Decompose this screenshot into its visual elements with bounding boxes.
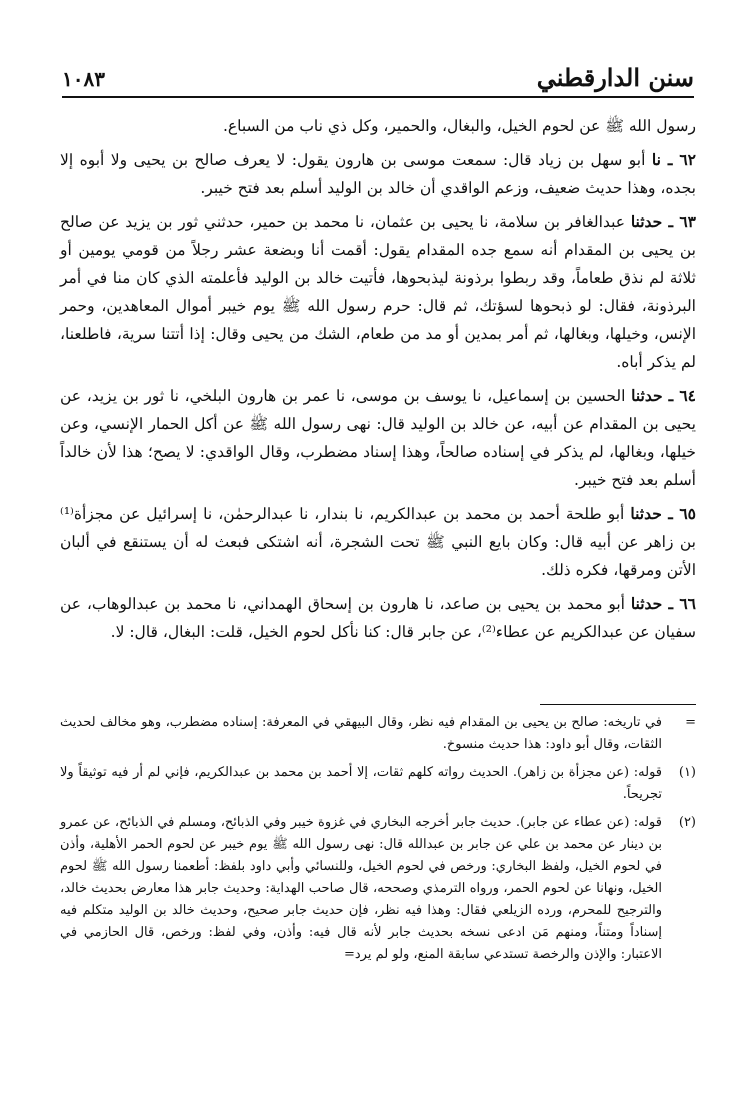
hadith-text: أبو سهل بن زياد قال: سمعت موسى بن هارون يقول: لا يعرف صالح بن يحيى ولا أبوه إلا بجده، وهذا حديث ضعيف، وزعم الواقدي أن خالد بن الوليد أسلم بعد فتح خيبر. — [60, 151, 696, 197]
hadith-65 — [60, 500, 696, 584]
footnote-1 — [60, 762, 696, 806]
main-text — [60, 112, 696, 652]
hadith-64 — [60, 382, 696, 494]
footnotes — [60, 712, 696, 972]
footnote-mark: (١) — [678, 765, 696, 780]
footnote-text: في تاريخه: صالح بن يحيى بن المقدام فيه نظر، وقال البيهقي في المعرفة: إسناده مضطرب، وهو مخالف لحديث الثقات، وقال أبو داود: هذا حديث منسوخ. — [60, 715, 662, 752]
hadith-66 — [60, 590, 696, 646]
paragraph-text: رسول الله ﷺ عن لحوم الخيل، والبغال، والحمير، وكل ذي ناب من السباع. — [222, 117, 696, 135]
paragraph-continuation — [60, 112, 696, 140]
hadith-text: أبو محمد بن يحيى بن صاعد، نا هارون بن إسحاق الهمداني، نا محمد بن عبدالوهاب، عن سفيان عن عبدالكريم عن عطاء⁽²⁾، عن جابر قال: كنا نأكل لحوم الخيل، قلت: البغال، قال: لا. — [60, 595, 696, 641]
hadith-text: أبو طلحة أحمد بن محمد بن عبدالكريم، نا بندار، نا عبدالرحمٰن، نا إسرائيل عن مجزأة⁽¹⁾ بن زاهر عن أبيه قال: وكان بايع النبي ﷺ تحت الشجرة، أنه اشتكى فبعث له أن يستنقع في ألبان الأتن ومرقها، فكره ذلك. — [60, 505, 696, 579]
hadith-number: ٦٦ ـ حدثنا — [630, 594, 696, 613]
hadith-63 — [60, 208, 696, 376]
book-title: سنن الدارقطني — [536, 63, 694, 92]
footnote-mark: (٢) — [678, 815, 696, 830]
hadith-number: ٦٢ ـ نا — [651, 150, 696, 169]
hadith-number: ٦٤ ـ حدثنا — [631, 386, 696, 405]
hadith-62 — [60, 146, 696, 202]
page-header — [62, 62, 694, 98]
hadith-number: ٦٣ ـ حدثنا — [630, 212, 697, 231]
hadith-text: عبدالغافر بن سلامة، نا يحيى بن عثمان، نا محمد بن حمير، حدثني ثور بن يزيد عن صالح بن يحيى بن المقدام أنه سمع جده المقدام يقول: أقمت أنا وبضعة عشر رجلاً من قومي يومين أو ثلاثة لم نذق طعاماً، وقد ربطوا برذونة ليذبحوها، فأتيت خالد بن الوليد فأعلمته الذي كان منا في أمر البرذونة، فقال: لو ذبحوها لسؤتك، ثم قال: حرم رسول الله ﷺ يوم خيبر أموال المعاهدين، وحمر الإنس، وخيلها، وبغالها، ثم أمر بمدين أو مد من طعام، الشك من يحيى وقال: إذا أتتنا سرية، فاطلعنا، لم يذكر أباه. — [60, 213, 696, 371]
footnote-divider — [540, 704, 696, 705]
hadith-text: الحسين بن إسماعيل، نا يوسف بن موسى، نا عمر بن هارون البلخي، نا ثور بن يزيد، عن يحيى بن المقدام عن أبيه، عن خالد بن الوليد قال: نهى رسول الله ﷺ عن أكل الحمار الإنسي، وعن خيلها، وبغالها، لم يذكر في إسناده صالحاً، وهذا إسناد مضطرب، وقال الواقدي: لا يصح؛ هذا لأن خالداً أسلم بعد فتح خيبر. — [60, 387, 696, 489]
footnote-2 — [60, 812, 696, 966]
footnote-continuation — [60, 712, 696, 756]
footnote-text: قوله: (عن مجزأة بن زاهر). الحديث رواته كلهم ثقات، إلا أحمد بن محمد بن عبدالكريم، فإني لم أر فيه توثيقاً ولا تجريحاً. — [60, 765, 662, 802]
page-number: ١٠٨٣ — [62, 67, 105, 91]
footnote-mark: = — [685, 715, 696, 730]
footnote-text: قوله: (عن عطاء عن جابر). حديث جابر أخرجه البخاري في غزوة خيبر وفي الذبائح، ومسلم في الذبائح، عن عمرو بن دينار عن محمد بن علي عن جابر بن عبدالله قال: نهى رسول الله ﷺ يوم خيبر عن لحوم الحمر الأهلية، وأذن في لحوم الخيل، ولفظ البخاري: ورخص في لحوم الخيل، وللنسائي وأبي داود بلفظ: أطعمنا رسول الله ﷺ لحوم الخيل، ونهانا عن لحوم الحمر، ورواه الترمذي وصححه، قال صاحب الهداية: وحديث جابر هذا معارض بحديث خالد، والترجيح للمحرم، ورده الزيلعي فقال: وهذا فيه نظر، فإن حديث جابر صحيح، وحديث خالد بن الوليد متكلم فيه إسناداً ومتناً، ومنهم مَن ادعى نسخه بحديث جابر لأنه قال فيه: وأذن، وفي لفظ: ورخص، قال الحازمي في الاعتبار: والإذن والرخصة تستدعي سابقة المنع، ولو لم يرد= — [60, 815, 662, 962]
hadith-number: ٦٥ ـ حدثنا — [630, 504, 696, 523]
